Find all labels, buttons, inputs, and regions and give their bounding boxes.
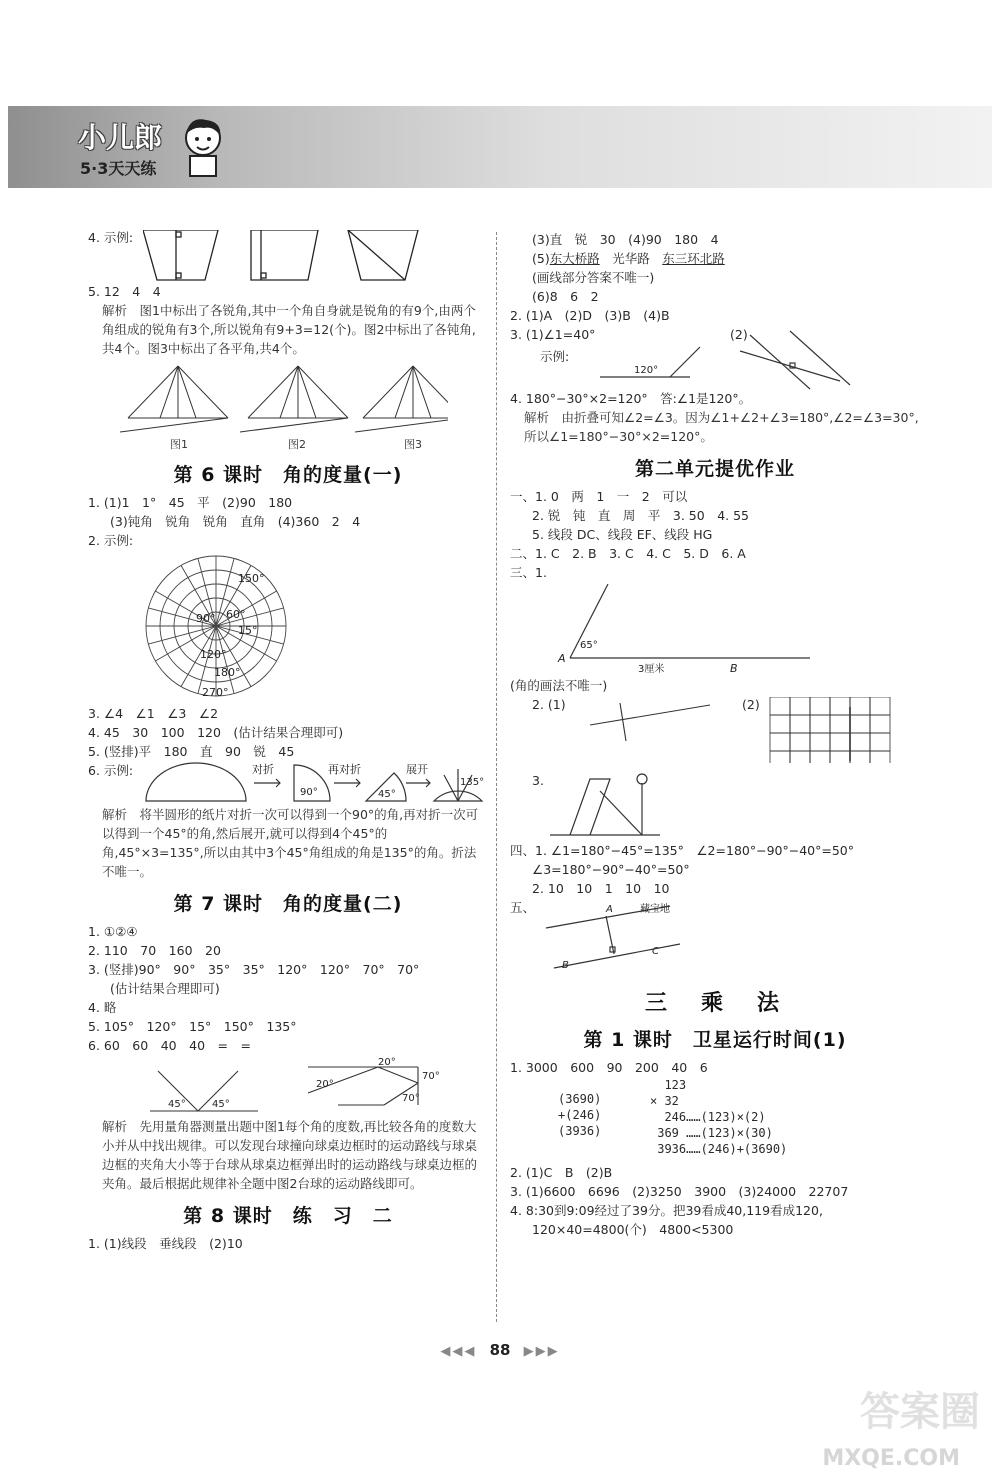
- m-3: 3. (1)6600 6696 (2)3250 3900 (3)24000 22707: [510, 1184, 849, 1199]
- r-road-3: 东三环北路: [662, 251, 725, 266]
- step-fold-again: 再对折: [328, 763, 361, 776]
- calc-left: (3690) +(246) (3936): [558, 1092, 602, 1138]
- step-unfold: 展开: [406, 763, 428, 776]
- s6-q6-explanation: 解析 将半圆形的纸片对折一次可以得到一个90°的角,再对折一次可以得到一个45°的角,然后展开,就可以得到4个45°的角,45°×3=135°,所以由其中3个45°角组成的角是135°的角。折法不唯一。: [102, 807, 479, 879]
- q5-answer: 5. 12 4 4: [88, 284, 161, 299]
- m-4a: 4. 8:30到9:09经过了39分。把39看成40,119看成120,: [510, 1203, 823, 1218]
- s7-q3a: 3. (竖排)90° 90° 35° 35° 120° 120° 70° 70°: [88, 962, 420, 977]
- s7-q3b: (估计结果合理即可): [110, 981, 220, 996]
- billiard-70a: 70°: [422, 1071, 440, 1082]
- unit2-heading: 第二单元提优作业: [634, 458, 795, 480]
- u-3-2b: (2): [742, 697, 760, 712]
- billiard-45a: 45°: [168, 1099, 186, 1110]
- s7-q5: 5. 105° 120° 15° 150° 135°: [88, 1019, 297, 1034]
- lesson1-heading: 第 1 课时 卫星运行时间(1): [583, 1029, 847, 1051]
- watermark-domain: MXQE.COM: [822, 1446, 960, 1471]
- r-q3-120: 120°: [634, 365, 659, 376]
- u-5: 五、: [510, 900, 536, 915]
- protractor-150: 150°: [238, 572, 265, 585]
- angle-90: 90°: [300, 787, 318, 798]
- s6-q6: 6. 示例:: [88, 763, 134, 778]
- u-3-3: 3.: [532, 773, 544, 788]
- billiard-20a: 20°: [316, 1079, 334, 1090]
- r-q4: 4. 180°−30°×2=120° 答:∠1是120°。: [510, 391, 752, 406]
- u-5-figure: [540, 898, 700, 970]
- billiard-70b: 70°: [402, 1093, 420, 1104]
- r-q3-figures: [590, 329, 910, 391]
- s6-q2: 2. 示例:: [88, 533, 134, 548]
- r-note: (画线部分答案不唯一): [532, 270, 655, 285]
- protractor-15: 15°: [238, 624, 258, 637]
- u-3-note: (角的画法不唯一): [510, 678, 608, 693]
- section-heading-7: 第 7 课时 角的度量(二): [173, 893, 403, 915]
- svg-text:B: B: [730, 662, 738, 674]
- q4-label: 4. 示例:: [88, 230, 134, 245]
- u-3-angle: 65°: [580, 640, 598, 651]
- s6-q4: 4. 45 30 100 120 (估计结果合理即可): [88, 725, 344, 740]
- m-4b: 120×40=4800(个) 4800<5300: [532, 1222, 734, 1237]
- protractor-figure: [88, 552, 488, 702]
- s7-q6: 6. 60 60 40 40 = =: [88, 1038, 251, 1053]
- billiard-20b: 20°: [378, 1057, 396, 1068]
- r-road-1: 东大桥路: [549, 251, 600, 266]
- fig1-label: 图1: [170, 438, 188, 451]
- right-column: [510, 230, 920, 1239]
- angle-65-figure: [550, 584, 850, 674]
- step-fold: 对折: [252, 763, 274, 776]
- u-5-treasure: 藏宝地: [640, 904, 670, 915]
- next-arrows-icon: ▶▶▶: [523, 1344, 560, 1359]
- angle-figures: [88, 360, 448, 452]
- trapezoid-figures: [143, 230, 433, 282]
- protractor-270: 270°: [202, 686, 229, 699]
- prev-arrows-icon: ◀◀◀: [440, 1344, 477, 1359]
- u-3-length: 3厘米: [638, 664, 665, 674]
- u-3-3-figure: [550, 771, 670, 841]
- fig2-label: 图2: [288, 438, 306, 451]
- u-2: 二、1. C 2. B 3. C 4. C 5. D 6. A: [510, 546, 746, 561]
- column-divider: [496, 232, 497, 1322]
- r-q4-explanation: 解析 由折叠可知∠2=∠3。因为∠1+∠2+∠3=180°,∠2=∠3=30°,所以∠1=180°−30°×2=120°。: [524, 410, 919, 444]
- r-line-a: (3)直 锐 30 (4)90 180 4: [532, 232, 719, 247]
- billiard-figure: [88, 1057, 488, 1115]
- chapter3-heading: 三 乘 法: [644, 991, 785, 1016]
- r-q3: 3. (1)∠1=40°: [510, 327, 596, 342]
- r-road-2: 光华路: [599, 251, 663, 266]
- brand-logo: [72, 112, 232, 182]
- r-line-b-prefix: (5): [532, 251, 550, 266]
- section-heading-6: 第 6 课时 角的度量(一): [173, 464, 403, 486]
- q5-explanation: 解析 图1中标出了各锐角,其中一个角自身就是锐角的有9个,由两个角组成的锐角有3个,所以锐角有9+3=12(个)。图2中标出了各钝角,共4个。图3中标出了各平角,共4个。: [102, 303, 476, 356]
- mascot-icon: [178, 114, 228, 178]
- u-4a: 四、1. ∠1=180°−45°=135° ∠2=180°−90°−40°=50°: [510, 843, 854, 858]
- left-column: [88, 228, 488, 1253]
- watermark-logo: 答案圈: [860, 1389, 980, 1435]
- m-2: 2. (1)C B (2)B: [510, 1165, 613, 1180]
- brand-title: 小儿郎: [78, 121, 163, 154]
- r-line-d: (6)8 6 2: [532, 289, 599, 304]
- s6-q1a: 1. (1)1 1° 45 平 (2)90 180: [88, 495, 293, 510]
- angle-45: 45°: [378, 789, 396, 800]
- u-1b: 2. 锐 钝 直 周 平 3. 50 4. 55: [532, 508, 750, 523]
- section-heading-8: 第 8 课时 练 习 二: [183, 1205, 393, 1227]
- protractor-90: 90°: [196, 612, 216, 625]
- page-number: 88: [489, 1341, 511, 1359]
- u-4b: ∠3=180°−90°−40°=50°: [532, 862, 690, 877]
- s7-q2: 2. 110 70 160 20: [88, 943, 221, 958]
- billiard-45b: 45°: [212, 1099, 230, 1110]
- svg-text:B: B: [562, 960, 569, 970]
- m-1: 1. 3000 600 90 200 40 6: [510, 1060, 708, 1075]
- u-1a: 一、1. 0 两 1 一 2 可以: [510, 489, 688, 504]
- calc-right: 123 × 32 246……(123)×(2) 369 ……(123)×(30) 3936……(246)+(3690): [650, 1078, 788, 1156]
- svg-text:A: A: [558, 652, 566, 665]
- u-1c: 5. 线段 DC、线段 EF、线段 HG: [532, 527, 713, 542]
- s6-q3: 3. ∠4 ∠1 ∠3 ∠2: [88, 706, 219, 721]
- svg-text:A: A: [606, 904, 613, 915]
- brand-series: 5·3天天练: [80, 159, 157, 178]
- s8-q1: 1. (1)线段 垂线段 (2)10: [88, 1236, 243, 1251]
- s7-q6-explanation: 解析 先用量角器测量出题中图1每个角的度数,再比较各角的度数大小并从中找出规律。可以发现台球撞向球桌边框时的运动路线与球桌边框的夹角大小等于台球从球桌边框弹出时的运动路线与球桌边框的夹角。最后根据此规律补全题中图2台球的运动路线即可。: [102, 1119, 478, 1191]
- page-footer: [0, 1341, 1000, 1359]
- protractor-180: 180°: [214, 666, 241, 679]
- u-3: 三、1.: [510, 565, 547, 580]
- protractor-120: 120°: [200, 648, 227, 661]
- r-q2: 2. (1)A (2)D (3)B (4)B: [510, 308, 670, 323]
- u-3-2-figures: [580, 697, 920, 763]
- folding-figure: [144, 761, 484, 805]
- r-q3b: (2): [730, 327, 748, 342]
- angle-135: 135°: [460, 777, 484, 788]
- s7-q1: 1. ①②④: [88, 924, 138, 939]
- svg-text:C: C: [652, 946, 659, 957]
- r-q3-example: 示例:: [540, 349, 570, 364]
- s6-q5: 5. (竖排)平 180 直 90 锐 45: [88, 744, 295, 759]
- s7-q4: 4. 略: [88, 1000, 117, 1015]
- s6-q1b: (3)钝角 锐角 锐角 直角 (4)360 2 4: [110, 514, 361, 529]
- u-4c: 2. 10 10 1 10 10: [532, 881, 670, 896]
- u-3-2: 2. (1): [532, 697, 566, 712]
- protractor-60: 60°: [226, 608, 246, 621]
- fig3-label: 图3: [404, 438, 422, 451]
